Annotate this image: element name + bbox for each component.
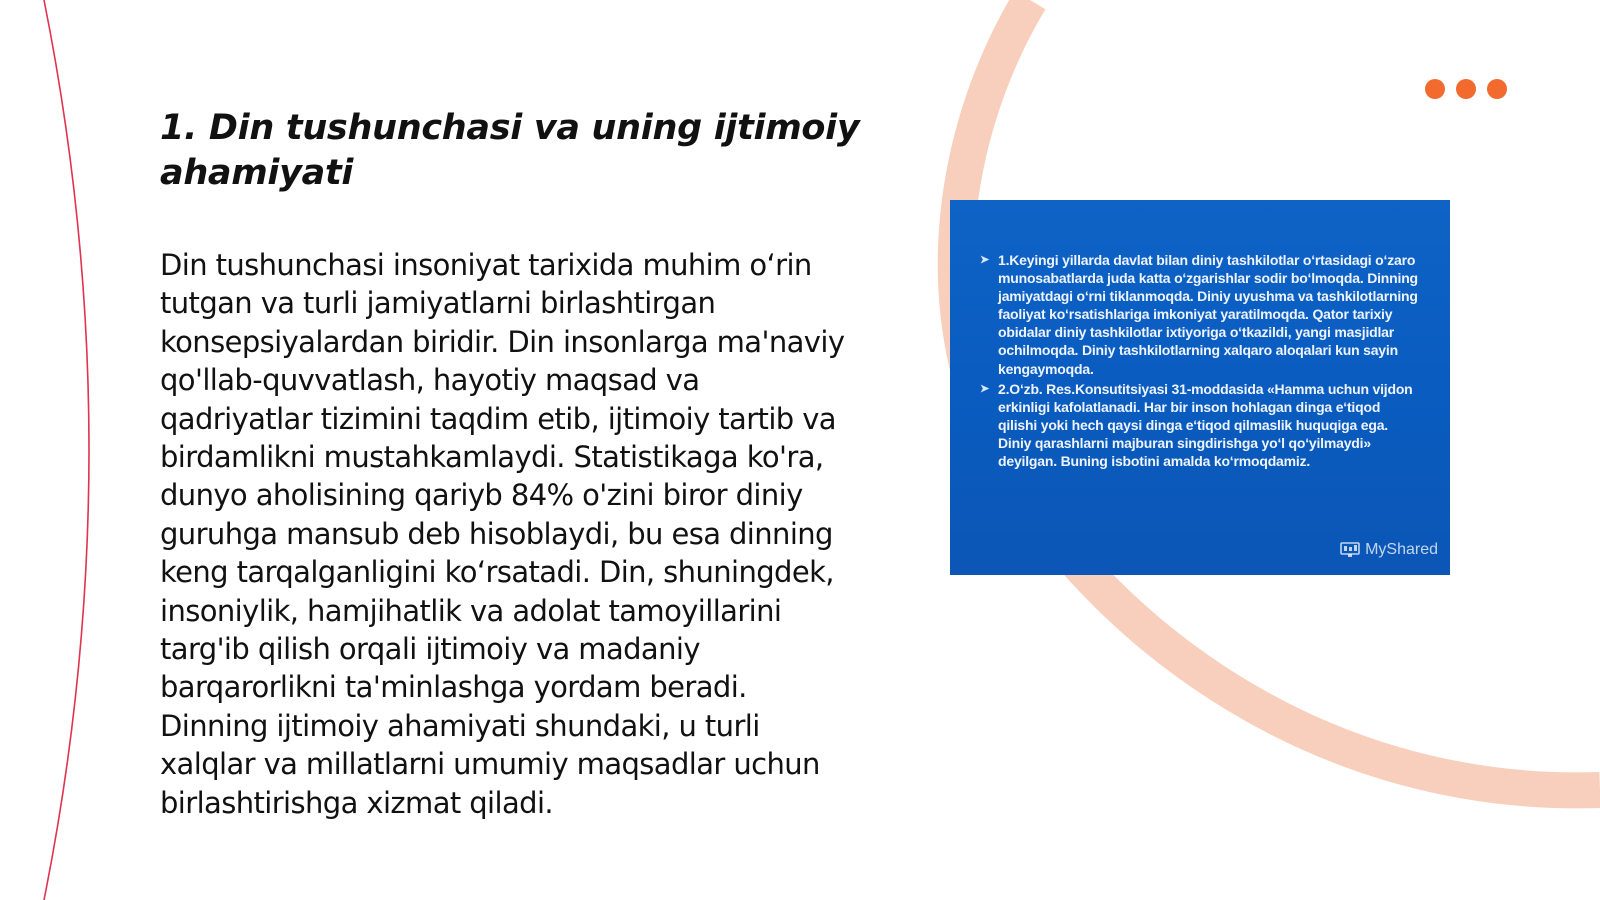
- slide-title: 1. Din tushunchasi va uning ijtimoiy ahamiyati: [160, 108, 860, 193]
- dot-2: [1456, 79, 1476, 99]
- chevron-right-icon: ➤: [980, 254, 990, 266]
- watermark-label: MyShared: [1365, 541, 1438, 558]
- dot-3: [1487, 79, 1507, 99]
- embedded-slide-image: [950, 200, 1450, 575]
- image-bullet-list: [980, 251, 1420, 472]
- slide-body-text: Din tushunchasi insoniyat tarixida muhim o‘rin tutgan va turli jamiyatlarni birlashtirgan konsepsiyalardan biridir. Din insonlarga ma'naviy qo'llab-quvvatlash, hayotiy maqsad va qadriyatlar tizimini taqdim etib, ijtimoiy tartib va birdamlikni mustahkamlaydi. Statistikaga ko'ra, dunyo aholisining qariyb 84% o'zini biror diniy guruhga mansub deb hisoblaydi, bu esa dinning keng tarqalganligini ko‘rsatadi. Din, shuningdek, insoniylik, hamjihatlik va adolat tamoyillarini targ'ib qilish orqali ijtimoiy va madaniy barqarorlikni ta'minlashga yordam beradi. Dinning ijtimoiy ahamiyati shundaki, u turli xalqlar va millatlarni umumiy maqsadlar uchun birlashtirishga xizmat qiladi.: [160, 248, 845, 820]
- image-list-item-text: 2.O‘zb. Res.Konsutitsiyasi 31-moddasida «Hamma uchun vijdon erkinligi kafolatlanadi. Har bir inson hohlagan dinga e‘tiqod qilishi yoki hech qaysi dinga e‘tiqod qilmaslik huquqiga ega. Diniy qarashlarni majburan singdirishga yo‘l qo‘yilmaydi» deyilgan. Buning isbotini amalda ko‘rmoqdamiz.: [998, 380, 1413, 470]
- image-list-item: [980, 251, 1420, 378]
- dot-1: [1425, 79, 1445, 99]
- image-list-item: [980, 380, 1420, 470]
- watermark: [1340, 541, 1438, 559]
- chevron-right-icon: ➤: [980, 382, 990, 395]
- myshared-logo-icon: [1340, 542, 1360, 558]
- decorative-dots: [1425, 79, 1507, 99]
- image-list-item-text: 1.Keyingi yillarda davlat bilan diniy tashkilotlar o‘rtasidagi o‘zaro munosabatlarda juda katta o‘zgarishlar sodir bo‘lmoqda. Dinning jamiyatdagi o‘rni tiklanmoqda. Diniy uyushma va tashkilotlarning faoliyat ko‘rsatishlariga imkoniyat yaratilmoqda. Qator tarixiy obidalar diniy tashkilotlar ixtiyoriga o‘tkazildi, yangi masjidlar ochilmoqda. Diniy tashkilotlarning xalqaro aloqalari kun sayin kengaymoqda.: [998, 252, 1418, 377]
